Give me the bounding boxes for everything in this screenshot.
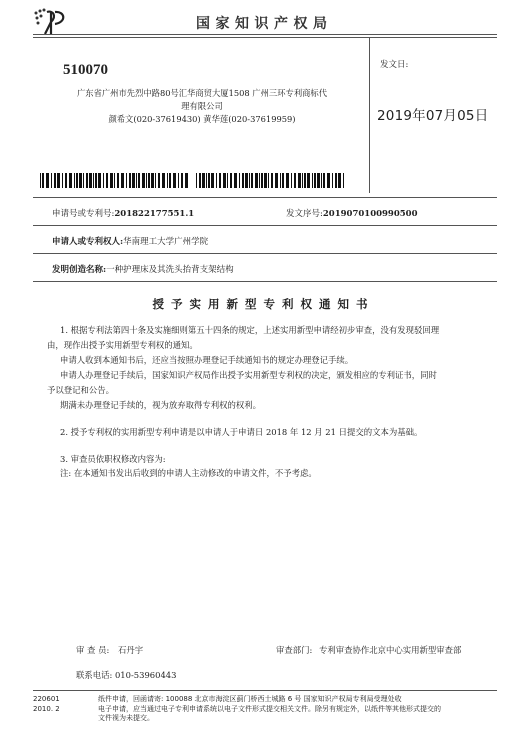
barcode-bar (245, 173, 248, 188)
row-rule (33, 253, 497, 254)
barcode-bar (307, 173, 310, 188)
barcode-bar (196, 173, 197, 188)
barcode-bar (98, 173, 101, 188)
barcode-bar (185, 173, 188, 188)
barcode-bar (79, 173, 82, 188)
footer-line: 文件视为未提交。 (98, 714, 154, 722)
paragraph-1-line: 1. 根据专利法第四十条及实施细则第五十四条的规定，上述实用新型申请经初步审查，没有发现驳回理 (60, 325, 440, 335)
applicant-row (52, 235, 208, 247)
barcode-bar (103, 173, 104, 188)
barcode-bar (282, 173, 284, 188)
barcode-bar (298, 173, 301, 188)
barcode-bar (114, 173, 115, 188)
header-rule-thick (33, 37, 497, 38)
footer-notice (98, 695, 498, 724)
department-row (276, 644, 461, 656)
footer-line: 纸件申请，回函请寄: 100088 北京市海淀区蓟门桥西土城路 6 号 国家知识产权局专利局受理处收 (98, 695, 402, 703)
form-code (33, 695, 60, 714)
barcode-bar (40, 173, 41, 188)
barcode-bar (162, 173, 165, 188)
contact-line: 颜希文(020-37619430) 黄华莲(020-37619959) (108, 114, 296, 124)
footer-line: 电子申请，应当通过电子专利申请系统以电子文件形式提交相关文件。除另有规定外，以纸件等其他形式提交的 (98, 704, 441, 713)
barcode-bar (138, 173, 140, 188)
header-rule (33, 34, 497, 35)
barcode-bar (294, 173, 296, 188)
paragraph-1-line: 予以登记和公告。 (47, 385, 114, 395)
barcode-bar (178, 173, 179, 188)
barcode-bar (169, 173, 171, 188)
paragraph-2: 2. 授予专利权的实用新型专利申请是以申请人于申请日 2018 年 12 月 21 日提交的文本为基础。 (60, 427, 423, 437)
barcode-bar (83, 173, 84, 188)
invention-label: 发明创造名称: (52, 265, 107, 275)
application-number-value: 201822177551.1 (114, 209, 195, 219)
address-line: 理有限公司 (181, 101, 223, 111)
barcode-bar (151, 173, 154, 188)
barcode-bar (338, 173, 341, 188)
row-rule (33, 225, 497, 226)
barcode-bar (255, 173, 258, 188)
barcode-bar (271, 173, 273, 188)
serial-number-value: 2019070100990500 (322, 209, 418, 219)
examiner-row (76, 644, 143, 656)
barcode-bar (259, 173, 260, 188)
paragraph-1-line: 申请人办理登记手续后，国家知识产权局作出授予实用新型专利权的决定，颁发相应的专利证书，同时 (60, 370, 437, 380)
barcode-bar (321, 173, 322, 188)
barcode-bar (275, 173, 278, 188)
send-date-label: 发文日: (380, 60, 409, 70)
barcode-bar (95, 173, 97, 188)
barcode-bar (343, 173, 344, 188)
barcode-bar (230, 173, 232, 188)
paragraph-3-line: 3. 审查员依职权修改内容为: (60, 454, 166, 464)
barcode-bar (121, 173, 124, 188)
barcode-bar (167, 173, 168, 188)
barcode-bar (242, 173, 244, 188)
barcode-bar (129, 173, 131, 188)
barcode-bar (286, 173, 289, 188)
barcode-bar (202, 173, 205, 188)
barcode-bar (93, 173, 94, 188)
barcode-bar (317, 173, 320, 188)
barcode-bar (234, 173, 237, 188)
barcode-bar (62, 173, 63, 188)
invention-row (52, 263, 234, 275)
barcode-bar (335, 173, 337, 188)
barcode-bar (136, 173, 137, 188)
send-date-value: 2019年07月05日 (377, 108, 489, 124)
application-number-row (52, 207, 194, 219)
barcode-bar (117, 173, 119, 188)
paragraph-1-line: 期满未办理登记手续的，视为放弃取得专利权的权利。 (60, 400, 261, 410)
barcode-bar (110, 173, 113, 188)
form-code-number: 220601 (33, 695, 60, 703)
barcode-bar (227, 173, 228, 188)
barcode-bar (142, 173, 145, 188)
barcode-bar (216, 173, 217, 188)
notice-title: 授予实用新型专利权通知书 (152, 297, 375, 311)
barcode-right-icon (196, 173, 346, 188)
barcode-bar (280, 173, 281, 188)
invention-value: 一种护理床及其洗头抬背支架结构 (106, 265, 234, 275)
barcode-bar (249, 173, 250, 188)
barcode-bar (302, 173, 303, 188)
paragraph-1-line: 申请人收到本通知书后，还应当按照办理登记手续通知书的规定办理登记手续。 (60, 355, 354, 365)
barcode-bar (314, 173, 316, 188)
barcode-bar (312, 173, 313, 188)
barcode-bar (268, 173, 269, 188)
barcode-bar (57, 173, 60, 188)
serial-number-row (286, 207, 418, 219)
applicant-value: 华南理工大学广州学院 (123, 237, 209, 247)
form-code-date: 2010. 2 (33, 704, 60, 713)
barcode-bar (65, 173, 67, 188)
barcode-bar (74, 173, 75, 188)
barcode-bar (239, 173, 240, 188)
barcode-bar (89, 173, 92, 188)
barcode-bar (46, 173, 49, 188)
barcode-bar (206, 173, 207, 188)
row-rule (33, 281, 497, 282)
application-number-label: 申请号或专利号: (52, 209, 115, 219)
examiner-name: 石丹宇 (117, 645, 144, 655)
paragraph-3-note: 注: 在本通知书发出后收到的申请人主动修改的申请文件，不予考虑。 (60, 468, 317, 478)
row-rule (33, 197, 497, 198)
barcode-bar (332, 173, 333, 188)
barcode-bar (291, 173, 292, 188)
examiner-label: 审 查 员: (76, 645, 110, 655)
barcode-left-icon (40, 173, 188, 188)
barcode-bar (158, 173, 160, 188)
barcode-bar (264, 173, 267, 188)
barcode-bar (155, 173, 156, 188)
barcode-bar (208, 173, 210, 188)
barcode-bar (126, 173, 127, 188)
office-name: 国家知识产权局 (196, 16, 333, 32)
serial-number-label: 发文序号: (286, 209, 323, 219)
barcode-bar (42, 173, 44, 188)
postal-code: 510070 (63, 62, 108, 78)
barcode-bar (223, 173, 226, 188)
address-line: 广东省广州市先烈中路80号汇华商贸大厦1508 广州三环专利商标代 (76, 88, 328, 98)
barcode-bar (76, 173, 78, 188)
barcode-bar (181, 173, 183, 188)
barcode-bar (106, 173, 108, 188)
footer-rule (33, 690, 497, 691)
barcode-bar (148, 173, 150, 188)
barcode-bar (251, 173, 253, 188)
applicant-label: 申请人或专利权人: (52, 237, 124, 247)
barcode-bar (146, 173, 147, 188)
barcode-bar (69, 173, 72, 188)
barcode-bar (323, 173, 325, 188)
barcode-bar (304, 173, 306, 188)
barcode-bar (199, 173, 201, 188)
barcode-bar (261, 173, 263, 188)
department-label: 审查部门: (276, 645, 313, 655)
barcode-bar (54, 173, 56, 188)
barcode-bar (86, 173, 88, 188)
paragraph-1-line: 由，现作出授予实用新型专利权的通知。 (47, 340, 198, 350)
department-name: 专利审查协作北京中心实用新型审查部 (319, 645, 462, 655)
contact-phone: 联系电话: 010-53960443 (76, 670, 177, 680)
barcode-bar (219, 173, 221, 188)
column-divider (369, 38, 370, 193)
barcode-bar (211, 173, 214, 188)
barcode-bar (327, 173, 330, 188)
barcode-bar (132, 173, 135, 188)
barcode-bar (51, 173, 52, 188)
barcode-bar (173, 173, 176, 188)
recipient-address (52, 87, 352, 126)
